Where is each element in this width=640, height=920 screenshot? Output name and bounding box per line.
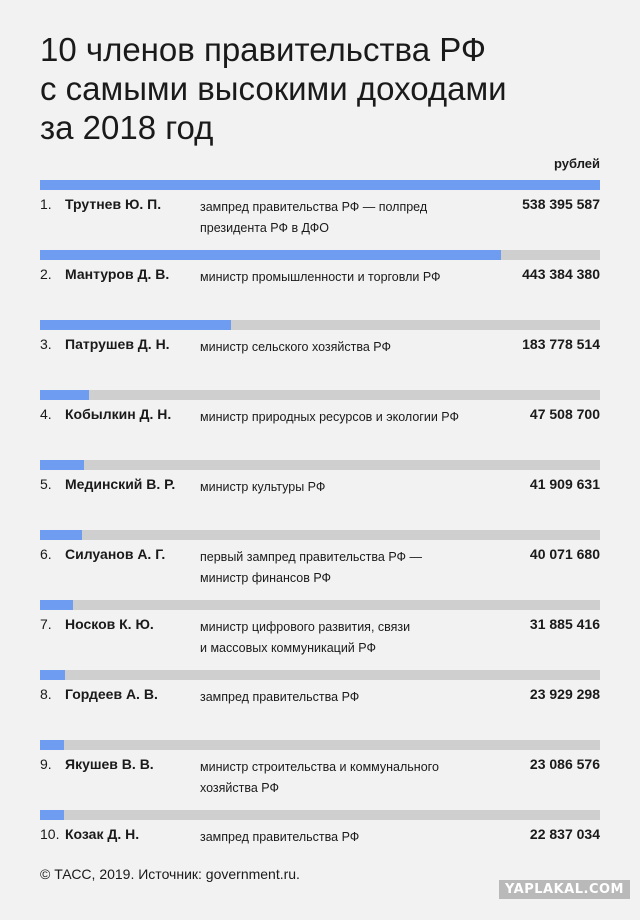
- rank-label: 2.: [40, 266, 52, 282]
- category-label: Мантуров Д. В.: [65, 266, 170, 282]
- bar-track: [40, 460, 600, 470]
- value-label: 183 778 514: [522, 336, 600, 352]
- watermark-logo: YAPLAKAL.COM: [499, 880, 630, 899]
- position-label: [200, 547, 500, 589]
- bar-track: [40, 740, 600, 750]
- position-label: [200, 337, 500, 358]
- category-label: Силуанов А. Г.: [65, 546, 166, 562]
- rank-label: 3.: [40, 336, 52, 352]
- bar: [40, 530, 82, 540]
- position-line: министр культуры РФ: [200, 480, 326, 494]
- value-label: 443 384 380: [522, 266, 600, 282]
- position-label: [200, 827, 500, 848]
- position-line: министр природных ресурсов и экологии РФ: [200, 410, 459, 424]
- rank-label: 10.: [40, 826, 60, 842]
- bar-track: [40, 320, 600, 330]
- value-label: 31 885 416: [529, 616, 600, 632]
- rank-label: 1.: [40, 196, 52, 212]
- position-line: и массовых коммуникаций РФ: [200, 641, 376, 655]
- position-line: министр промышленности и торговли РФ: [200, 270, 441, 284]
- bar-track: [40, 180, 600, 190]
- title-line-3: за 2018 год: [40, 109, 214, 146]
- position-line: министр сельского хозяйства РФ: [200, 340, 391, 354]
- bar-track: [40, 600, 600, 610]
- category-label: Гордеев А. В.: [65, 686, 158, 702]
- rank-label: 9.: [40, 756, 52, 772]
- position-line: министр цифрового развития, связи: [200, 620, 411, 634]
- rank-label: 7.: [40, 616, 52, 632]
- position-label: [200, 757, 500, 799]
- bar-track: [40, 250, 600, 260]
- category-label: Мединский В. Р.: [65, 476, 176, 492]
- value-label: 40 071 680: [529, 546, 600, 562]
- bar: [40, 600, 73, 610]
- position-line: первый зампред правительства РФ —: [200, 550, 422, 564]
- bar-track: [40, 670, 600, 680]
- bar: [40, 250, 501, 260]
- position-label: [200, 197, 500, 239]
- rank-label: 8.: [40, 686, 52, 702]
- category-label: Кобылкин Д. Н.: [65, 406, 172, 422]
- bar-track: [40, 810, 600, 820]
- bar: [40, 670, 65, 680]
- value-label: 47 508 700: [529, 406, 600, 422]
- bar: [40, 460, 84, 470]
- position-label: [200, 477, 500, 498]
- bar: [40, 390, 89, 400]
- position-line: министр финансов РФ: [200, 571, 332, 585]
- position-line: хозяйства РФ: [200, 781, 280, 795]
- source-note: © ТАСС, 2019. Источник: government.ru.: [40, 866, 300, 882]
- bar: [40, 180, 600, 190]
- bar-track: [40, 530, 600, 540]
- position-line: зампред правительства РФ: [200, 830, 360, 844]
- category-label: Патрушев Д. Н.: [65, 336, 170, 352]
- value-label: 23 086 576: [529, 756, 600, 772]
- position-label: [200, 407, 500, 428]
- category-label: Носков К. Ю.: [65, 616, 154, 632]
- value-label: 41 909 631: [529, 476, 600, 492]
- position-line: зампред правительства РФ: [200, 690, 360, 704]
- rank-label: 4.: [40, 406, 52, 422]
- rank-label: 6.: [40, 546, 52, 562]
- bar-track: [40, 390, 600, 400]
- title-line-1: 10 членов правительства РФ: [40, 31, 486, 68]
- position-line: министр строительства и коммунального: [200, 760, 439, 774]
- category-label: Козак Д. Н.: [65, 826, 140, 842]
- unit-label: рублей: [553, 156, 600, 171]
- bar: [40, 320, 231, 330]
- category-label: Трутнев Ю. П.: [65, 196, 162, 212]
- position-label: [200, 617, 500, 659]
- position-label: [200, 267, 500, 288]
- value-label: 23 929 298: [529, 686, 600, 702]
- bar: [40, 740, 64, 750]
- value-label: 22 837 034: [529, 826, 600, 842]
- title-line-2: с самыми высокими доходами: [40, 70, 507, 107]
- position-label: [200, 687, 500, 708]
- rank-label: 5.: [40, 476, 52, 492]
- value-label: 538 395 587: [522, 196, 600, 212]
- position-line: президента РФ в ДФО: [200, 221, 329, 235]
- position-line: зампред правительства РФ — полпред: [200, 200, 428, 214]
- category-label: Якушев В. В.: [65, 756, 154, 772]
- bar: [40, 810, 64, 820]
